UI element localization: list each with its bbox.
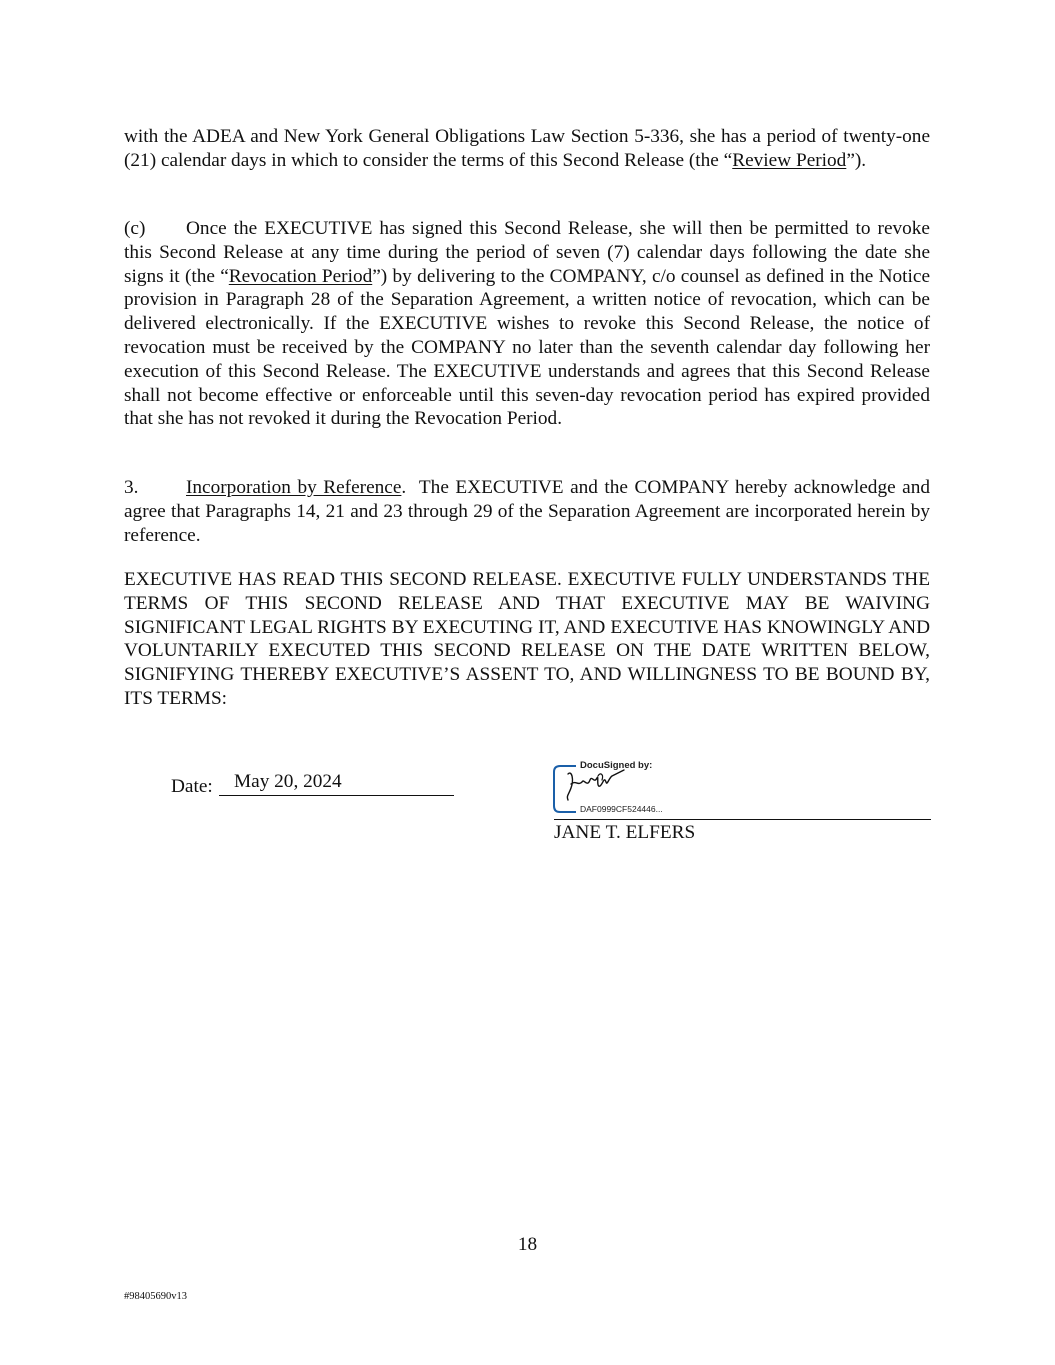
paragraph-c-text-before: Once the EXECUTIVE has signed this Second Release, she will then be permitted to revoke this Second Release at any time during the period of seven (7) calendar days following the date she signs it (the “ xyxy=(124,218,930,287)
intro-text-before: with the ADEA and New York General Obligations Law Section 5-336, she has a period of twenty-one (21) calendar days in which to consider the terms of this Second Release (the “ xyxy=(124,126,930,171)
defined-term-revocation-period: Revocation Period xyxy=(228,265,373,287)
section-3-heading: Incorporation by Reference xyxy=(186,477,402,498)
date-label: Date: xyxy=(171,776,213,797)
section-3-heading-punct: . xyxy=(401,477,407,498)
handwritten-signature-icon xyxy=(562,766,632,804)
paragraph-c-text-after: ”) by delivering to the COMPANY, c/o counsel as defined in the Notice provision in Paragraph 28 of the Separation Agreement, a written notice of revocation, which can be delivered electronically. If the EXECUTIVE wishes to revoke this Second Release, the notice of revocation must be received by the COMPANY no later than the seventh calendar day following her execution of this Second Release. The EXECUTIVE understands and agrees that this Second Release shall not become effective or enforceable until this seven-day revocation period has expired provided that she has not revoked it during the Revocation Period. xyxy=(124,265,930,430)
date-underline xyxy=(219,795,454,796)
section-3-text: The EXECUTIVE and the COMPANY hereby acknowledge and agree that Paragraphs 14, 21 and 23 through 29 of the Separation Agreement are incorporated herein by reference. xyxy=(124,477,935,546)
paragraph-c-revocation xyxy=(124,217,930,431)
section-3-number: 3. xyxy=(124,477,139,498)
signature-line xyxy=(554,819,931,820)
section-3-incorporation xyxy=(124,476,935,547)
docusign-header: DocuSigned by: xyxy=(580,760,653,771)
defined-term-review-period: Review Period xyxy=(732,149,847,171)
signer-name: JANE T. ELFERS xyxy=(554,822,696,843)
page-number: 18 xyxy=(517,1234,538,1255)
date-value: May 20, 2024 xyxy=(234,771,342,792)
acknowledgment-paragraph: EXECUTIVE HAS READ THIS SECOND RELEASE. EXECUTIVE FULLY UNDERSTANDS THE TERMS OF THIS SECOND RELEASE AND THAT EXECUTIVE MAY BE WAIVING SIGNIFICANT LEGAL RIGHTS BY EXECUTING IT, AND EXECUTIVE HAS KNOWINGLY AND VOLUNTARILY EXECUTED THIS SECOND RELEASE ON THE DATE WRITTEN BELOW, SIGNIFYING THEREBY EXECUTIVE’S ASSENT TO, AND WILLINGNESS TO BE BOUND BY, ITS TERMS: xyxy=(124,569,930,709)
document-id: #98405690v13 xyxy=(124,1291,187,1302)
docusign-envelope-id: DAF0999CF524446... xyxy=(580,804,663,814)
intro-text-after: ”). xyxy=(846,149,867,171)
paragraph-review-period xyxy=(124,125,930,173)
paragraph-c-marker: (c) xyxy=(124,218,146,239)
docusign-stamp xyxy=(552,760,682,812)
